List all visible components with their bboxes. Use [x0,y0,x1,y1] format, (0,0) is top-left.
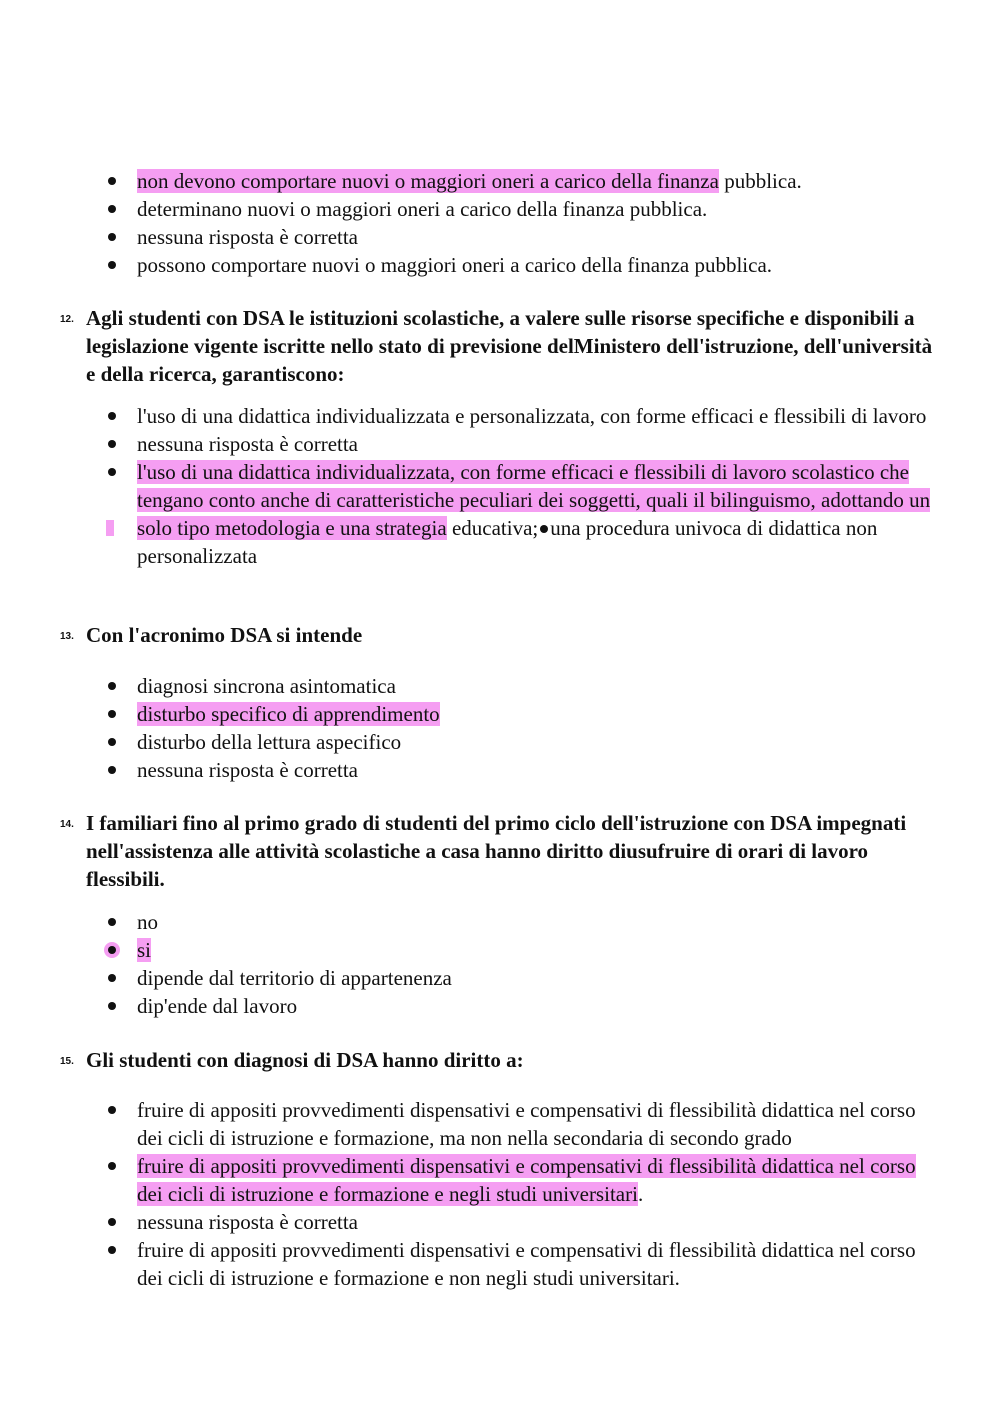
bullet-icon [108,205,116,213]
option-12-b: nessuna risposta è corretta [0,430,1000,458]
option-11-d: possono comportare nuovi o maggiori oneri a carico della finanza pubblica. [0,251,1000,279]
question-15-text: 15. Gli studenti con diagnosi di DSA hanno diritto a: [0,1046,1000,1074]
option-14-a: no [0,908,1000,936]
question-13-text: 13. Con l'acronimo DSA si intende [0,621,1000,649]
bullet-icon [108,440,116,448]
question-12-options-block [0,402,1000,570]
option-14-b [0,936,1000,964]
highlight-mark [106,520,114,536]
question-15-options-block [0,1096,1000,1292]
option-13-c: disturbo della lettura aspecifico [0,728,1000,756]
highlighted-answer: non devono comportare nuovi o maggiori oneri a carico della finanza [137,169,719,193]
bullet-icon [108,1106,116,1114]
bullet-icon [108,738,116,746]
bullet-icon [108,1162,116,1170]
question-12-block [0,304,1000,388]
question-11-options [0,167,1000,279]
option-14-c: dipende dal territorio di appartenenza [0,964,1000,992]
question-number: 15. [60,1056,74,1067]
option-15-b: fruire di appositi provvedimenti dispensativi e compensativi di flessibilità didattica nel corso dei cicli di istruzione e formazione e negli studi universitari. [0,1152,1000,1208]
question-11-block [0,167,1000,279]
highlighted-answer: si [137,938,152,962]
option-15-d: fruire di appositi provvedimenti dispensativi e compensativi di flessibilità didattica nel corso dei cicli di istruzione e formazione e non negli studi universitari. [0,1236,1000,1292]
bullet-icon [108,1246,116,1254]
question-15-options [0,1096,1000,1292]
bullet-icon [108,412,116,420]
option-13-a: diagnosi sincrona asintomatica [0,672,1000,700]
highlighted-answer: l'uso di una didattica individualizzata, con forme efficaci e flessibili di lavoro scolastico che tengano conto anche di caratteristiche peculiari dei soggetti, quali il bilinguismo, adottando un solo tipo metodologia e una strategia [137,460,931,540]
question-number: 14. [60,819,74,830]
question-14-text: 14. I familiari fino al primo grado di studenti del primo ciclo dell'istruzione con DSA impegnati nell'assistenza alle attività scolastiche a casa hanno diritto diusufruire di orari di lavoro flessibili. [60,811,907,891]
bullet-icon [108,946,116,954]
option-13-d: nessuna risposta è corretta [0,756,1000,784]
question-number: 13. [60,631,74,642]
option-15-a: fruire di appositi provvedimenti dispensativi e compensativi di flessibilità didattica nel corso dei cicli di istruzione e formazione, ma non nella secondaria di secondo grado [0,1096,1000,1152]
question-number: 12. [60,314,74,325]
bullet-icon [108,261,116,269]
bullet-icon [108,1218,116,1226]
bullet-icon [108,710,116,718]
question-12-options [0,402,1000,570]
option-11-a: non devono comportare nuovi o maggiori oneri a carico della finanza pubblica. [0,167,1000,195]
option-12-a: l'uso di una didattica individualizzata e personalizzata, con forme efficaci e flessibili di lavoro [0,402,1000,430]
question-13-block [0,621,1000,649]
option-11-b: determinano nuovi o maggiori oneri a carico della finanza pubblica. [0,195,1000,223]
highlighted-answer: fruire di appositi provvedimenti dispensativi e compensativi di flessibilità didattica nel corso dei cicli di istruzione e formazione e negli studi universitari [137,1154,916,1206]
question-12-text: 12. Agli studenti con DSA le istituzioni scolastiche, a valere sulle risorse specifiche e disponibili a legislazione vigente iscritte nello stato di previsione delMinistero dell'istruzione, dell'università e della ricerca, garantiscono: [60,306,933,386]
option-14-d: dip'ende dal lavoro [0,992,1000,1020]
question-15-block [0,1046,1000,1074]
bullet-icon [108,233,116,241]
bullet-icon [108,682,116,690]
question-13-options [0,672,1000,784]
bullet-icon [108,468,116,476]
question-14-options-block [0,908,1000,1020]
option-12-c: l'uso di una didattica individualizzata, con forme efficaci e flessibili di lavoro scolastico che tengano conto anche di caratteristiche peculiari dei soggetti, quali il bilinguismo, adottando un solo tipo metodologia e una strategia educativa; una procedura univoca di didattica non personalizzata [0,458,1000,570]
bullet-icon [108,974,116,982]
bullet-icon [108,766,116,774]
option-11-c: nessuna risposta è corretta [0,223,1000,251]
option-15-c: nessuna risposta è corretta [0,1208,1000,1236]
question-14-options [0,908,1000,1020]
option-13-b [0,700,1000,728]
question-14-block [0,809,1000,893]
question-13-options-block [0,672,1000,784]
bullet-icon [540,525,548,533]
highlighted-answer: disturbo specifico di apprendimento [137,702,440,726]
bullet-icon [108,918,116,926]
bullet-icon [108,177,116,185]
bullet-icon [108,1002,116,1010]
